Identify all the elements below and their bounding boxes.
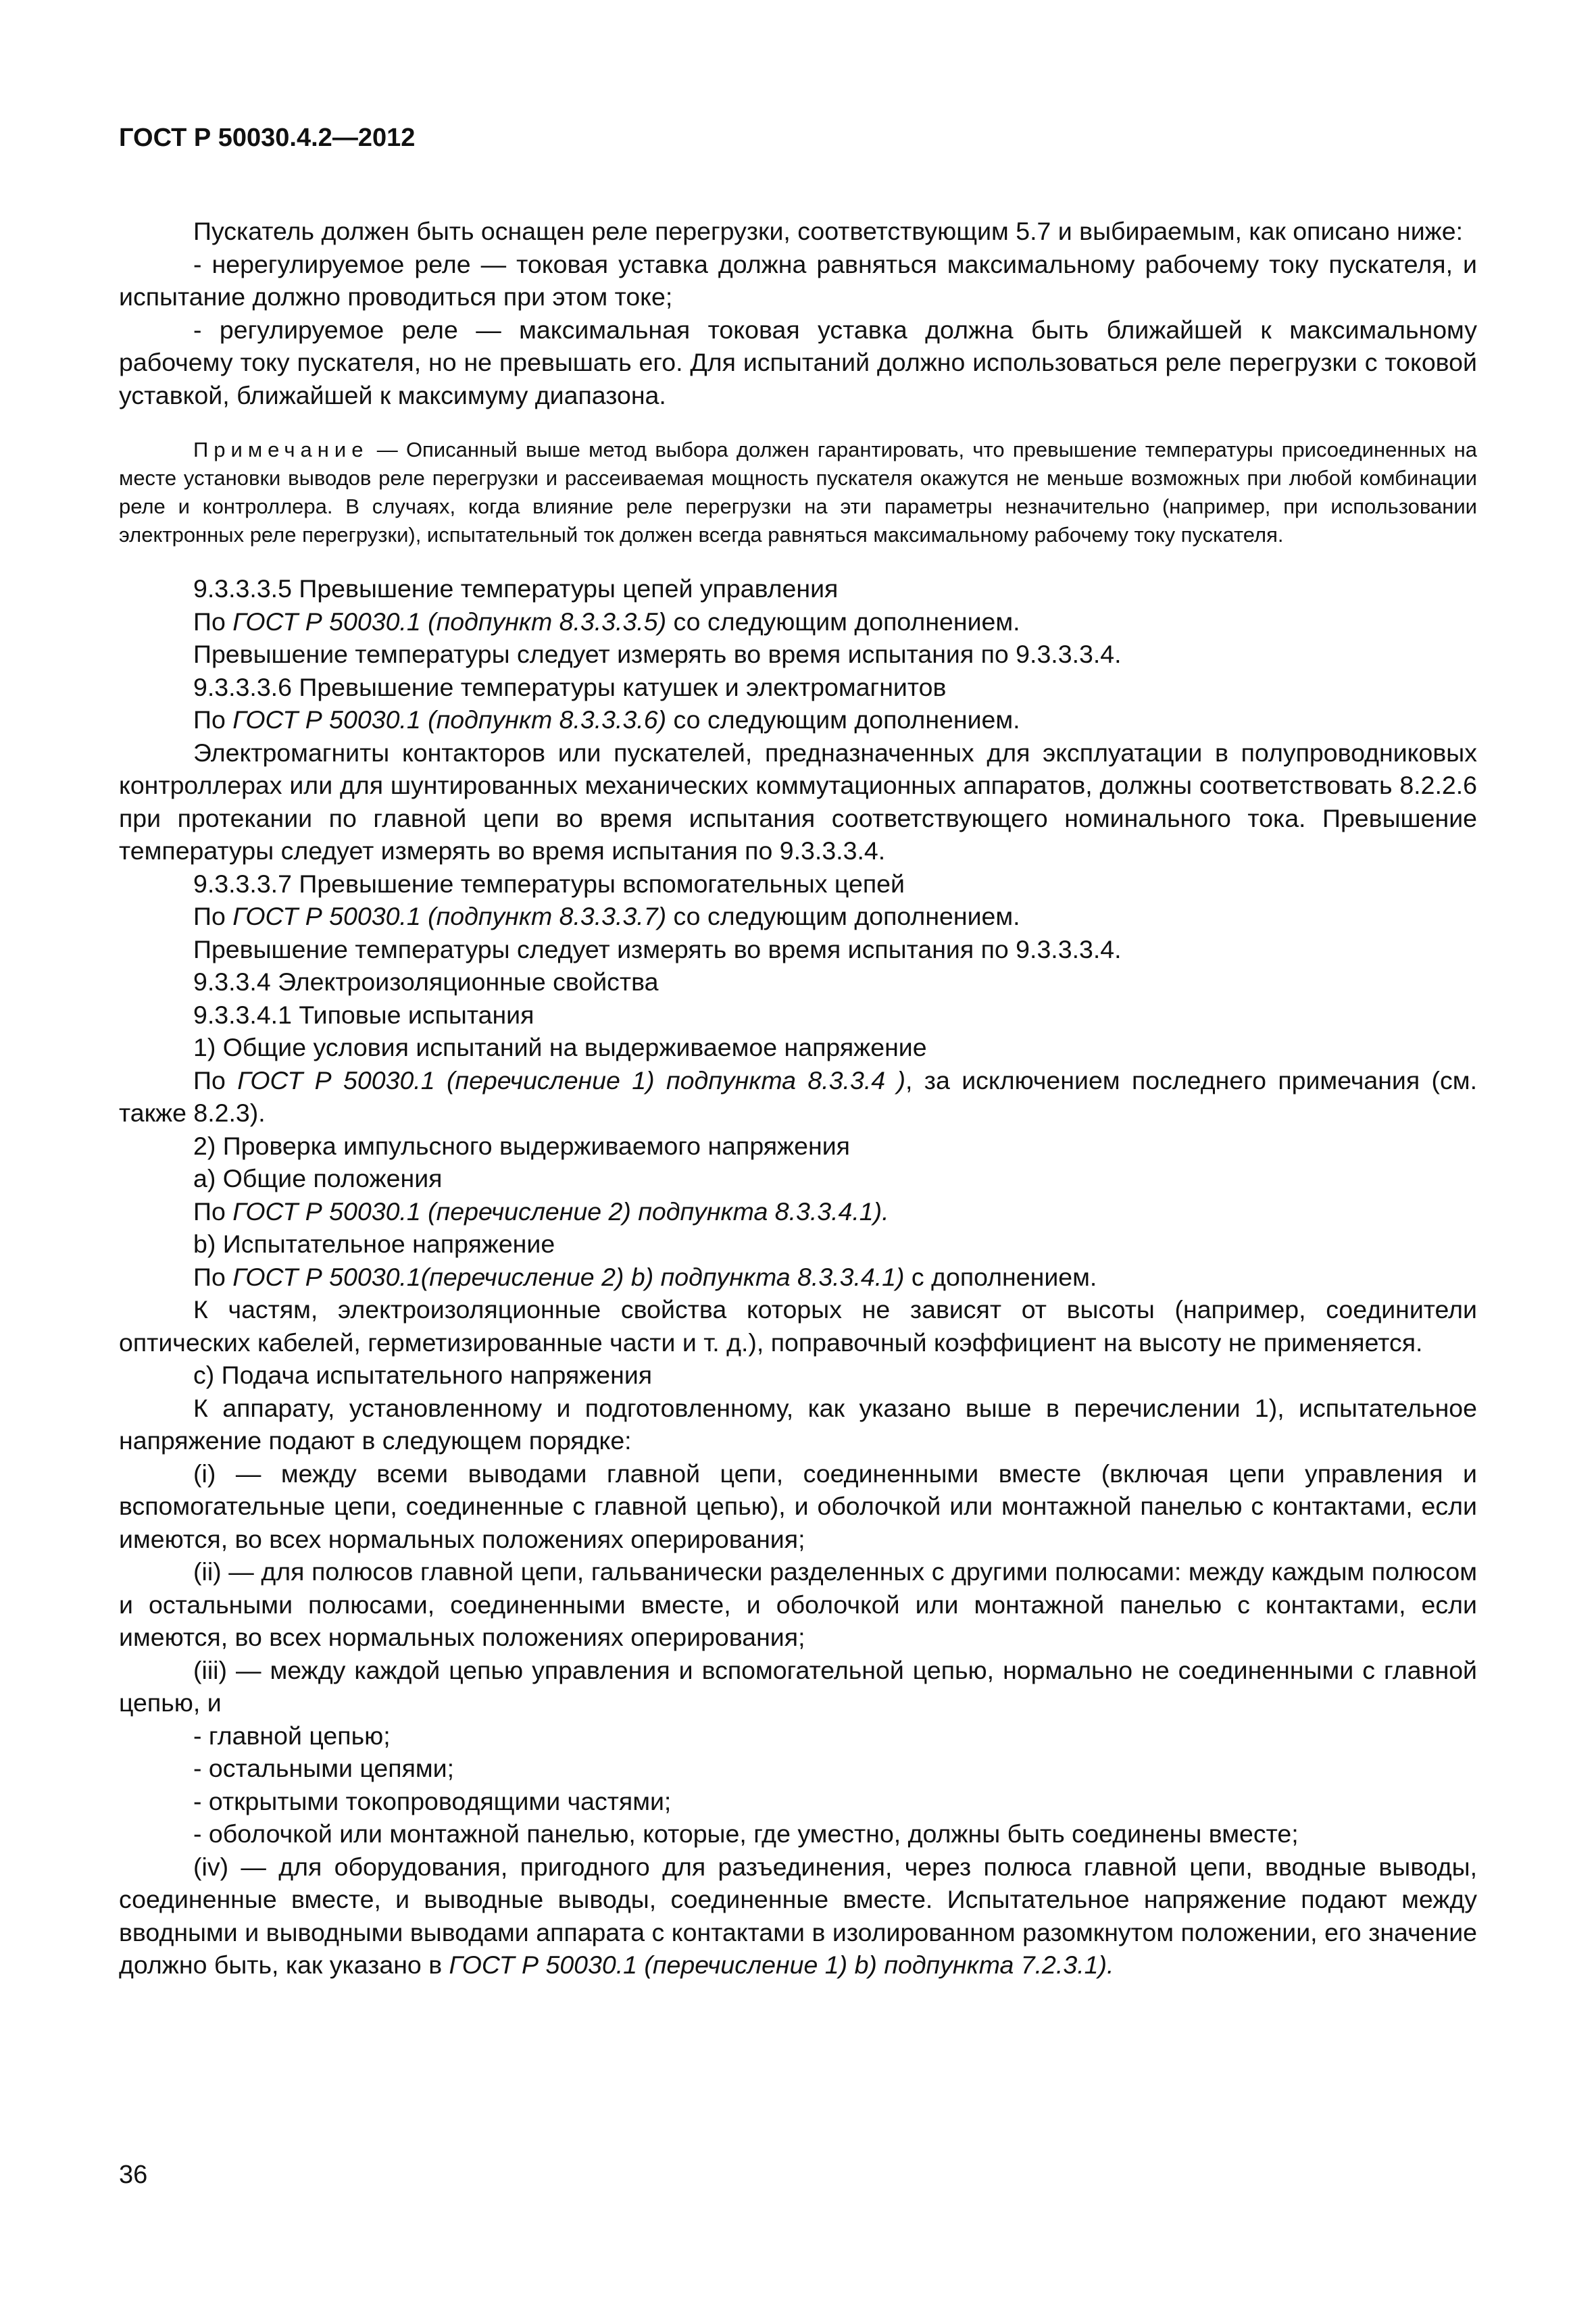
text-run: По xyxy=(193,1065,238,1095)
list-item: b) Испытательное напряжение xyxy=(193,1230,555,1258)
paragraph xyxy=(119,1064,1477,1130)
document-header: ГОСТ Р 50030.4.2—2012 xyxy=(119,124,416,152)
paragraph xyxy=(119,1261,1477,1294)
list-item: 1) Общие условия испытаний на выдерживаемое напряжение xyxy=(193,1033,927,1061)
paragraph: Превышение температуры следует измерять во время испытания по 9.3.3.3.4. xyxy=(193,934,1122,963)
text-run: По xyxy=(193,705,233,734)
paragraph xyxy=(119,900,1477,933)
reference: ГОСТ Р 50030.1 (подпункт 8.3.3.3.6) xyxy=(232,705,667,734)
list-item: - открытыми токопроводящими частями; xyxy=(193,1786,672,1815)
note-text: — Описанный выше метод выбора должен гарантировать, что превышение температуры присоединенных на месте установки выводов реле перегрузки и рассеиваемая мощность пускателя окажутся не меньше возможных при любой комбинации реле и контроллера. В случаях, когда влияние реле перегрузки на эти параметры незначительно (например, при использовании электронных реле перегрузки), испытательный ток должен всегда равняться максимальному рабочему току пускателя. xyxy=(119,438,1477,547)
paragraph: К аппарату, установленному и подготовленному, как указано выше в перечислении 1), испытательное напряжение подают в следующем порядке: xyxy=(119,1393,1477,1455)
clause-heading: 9.3.3.4 Электроизоляционные свойства xyxy=(193,967,659,996)
paragraph xyxy=(119,703,1477,736)
text-run: По xyxy=(193,1197,233,1226)
list-item: 2) Проверка импульсного выдерживаемого напряжения xyxy=(193,1131,850,1160)
list-item: (ii) — для полюсов главной цепи, гальванически разделенных с другими полюсами: между каждым полюсом и остальными полюсами, соединенными вместе, и оболочкой или монтажной панелью с контактами, если имеются, во всех нормальных положениях оперирования; xyxy=(119,1557,1477,1651)
clause-heading: 9.3.3.3.7 Превышение температуры вспомогательных цепей xyxy=(193,869,905,898)
list-item: - нерегулируемое реле — токовая уставка должна равняться максимальному рабочему току пускателя, и испытание должно проводиться при этом токе; xyxy=(119,249,1477,311)
text-run: По xyxy=(193,1262,233,1291)
list-item xyxy=(119,1851,1477,1982)
list-item: a) Общие положения xyxy=(193,1164,443,1192)
text-run: со следующим дополнением. xyxy=(666,902,1020,930)
paragraph: Превышение температуры следует измерять во время испытания по 9.3.3.3.4. xyxy=(193,640,1122,668)
list-item: (i) — между всеми выводами главной цепи, соединенными вместе (включая цепи управления и вспомогательные цепи, соединенные с главной цепью), и оболочкой или монтажной панелью с контактами, если имеются, во всех нормальных положениях оперирования; xyxy=(119,1459,1477,1553)
note xyxy=(119,436,1477,549)
paragraph xyxy=(119,605,1477,638)
paragraph: Пускатель должен быть оснащен реле перегрузки, соответствующим 5.7 и выбираемым, как описано ниже: xyxy=(193,217,1464,245)
text-run: , за исключением последнего примечания (см. также 8.2.3). xyxy=(119,1065,1477,1127)
text-run: По xyxy=(193,607,233,636)
page-number: 36 xyxy=(119,2161,148,2189)
reference: ГОСТ Р 50030.1 (подпункт 8.3.3.3.7) xyxy=(232,902,667,930)
list-item: - регулируемое реле — максимальная токовая уставка должна быть ближайшей к максимальному рабочему току пускателя, но не превышать его. Для испытаний должно использоваться реле перегрузки с токовой уставкой, ближайшей к максимуму диапазона. xyxy=(119,315,1477,409)
reference: ГОСТ Р 50030.1 (перечисление 2) подпункта 8.3.3.4.1). xyxy=(232,1197,889,1226)
reference: ГОСТ Р 50030.1(перечисление 2) b) подпункта 8.3.3.4.1) xyxy=(232,1262,905,1291)
reference: ГОСТ Р 50030.1 (перечисление 1) подпункта 8.3.3.4 ) xyxy=(237,1065,905,1095)
list-item: (iii) — между каждой цепью управления и вспомогательной цепью, нормально не соединенными с главной цепью, и xyxy=(119,1655,1477,1717)
note-label: Примечание xyxy=(193,438,369,461)
list-item: - оболочкой или монтажной панелью, которые, где уместно, должны быть соединены вместе; xyxy=(193,1819,1299,1848)
clause-heading: 9.3.3.4.1 Типовые испытания xyxy=(193,1000,534,1029)
list-item: с) Подача испытательного напряжения xyxy=(193,1361,653,1389)
list-item: - остальными цепями; xyxy=(193,1754,455,1782)
reference: ГОСТ Р 50030.1 (перечисление 1) b) подпункта 7.2.3.1). xyxy=(449,1951,1114,1979)
clause-heading: 9.3.3.3.5 Превышение температуры цепей управления xyxy=(193,574,839,603)
document-body xyxy=(119,215,1477,1982)
paragraph: Электромагниты контакторов или пускателей, предназначенных для эксплуатации в полупроводниковых контроллерах или для шунтированных механических коммутационных аппаратов, должны соответствовать 8.2.2.6 при протекании по главной цепи во время испытания соответствующего номинального тока. Превышение температуры следует измерять во время испытания по 9.3.3.3.4. xyxy=(119,738,1477,865)
text-run: (iv) — для оборудования, пригодного для разъединения, через полюса главной цепи, вводные выводы, соединенные вместе, и выводные выводы, соединенные вместе. Испытательное напряжение подают между вводными и выводными выводами аппарата с контактами в изолированном разомкнутом положении, его значение должно быть, как указано в xyxy=(119,1852,1477,1979)
clause-heading: 9.3.3.3.6 Превышение температуры катушек и электромагнитов xyxy=(193,672,947,701)
list-item: - главной цепью; xyxy=(193,1721,391,1750)
text-run: с дополнением. xyxy=(904,1262,1097,1291)
text-run: со следующим дополнением. xyxy=(666,705,1020,734)
reference: ГОСТ Р 50030.1 (подпункт 8.3.3.3.5) xyxy=(232,607,667,636)
text-run: По xyxy=(193,902,233,930)
text-run: со следующим дополнением. xyxy=(666,607,1020,636)
paragraph xyxy=(119,1195,1477,1228)
paragraph: К частям, электроизоляционные свойства которых не зависят от высоты (например, соединители оптических кабелей, герметизированные части и т. д.), поправочный коэффициент на высоту не применяется. xyxy=(119,1295,1477,1357)
